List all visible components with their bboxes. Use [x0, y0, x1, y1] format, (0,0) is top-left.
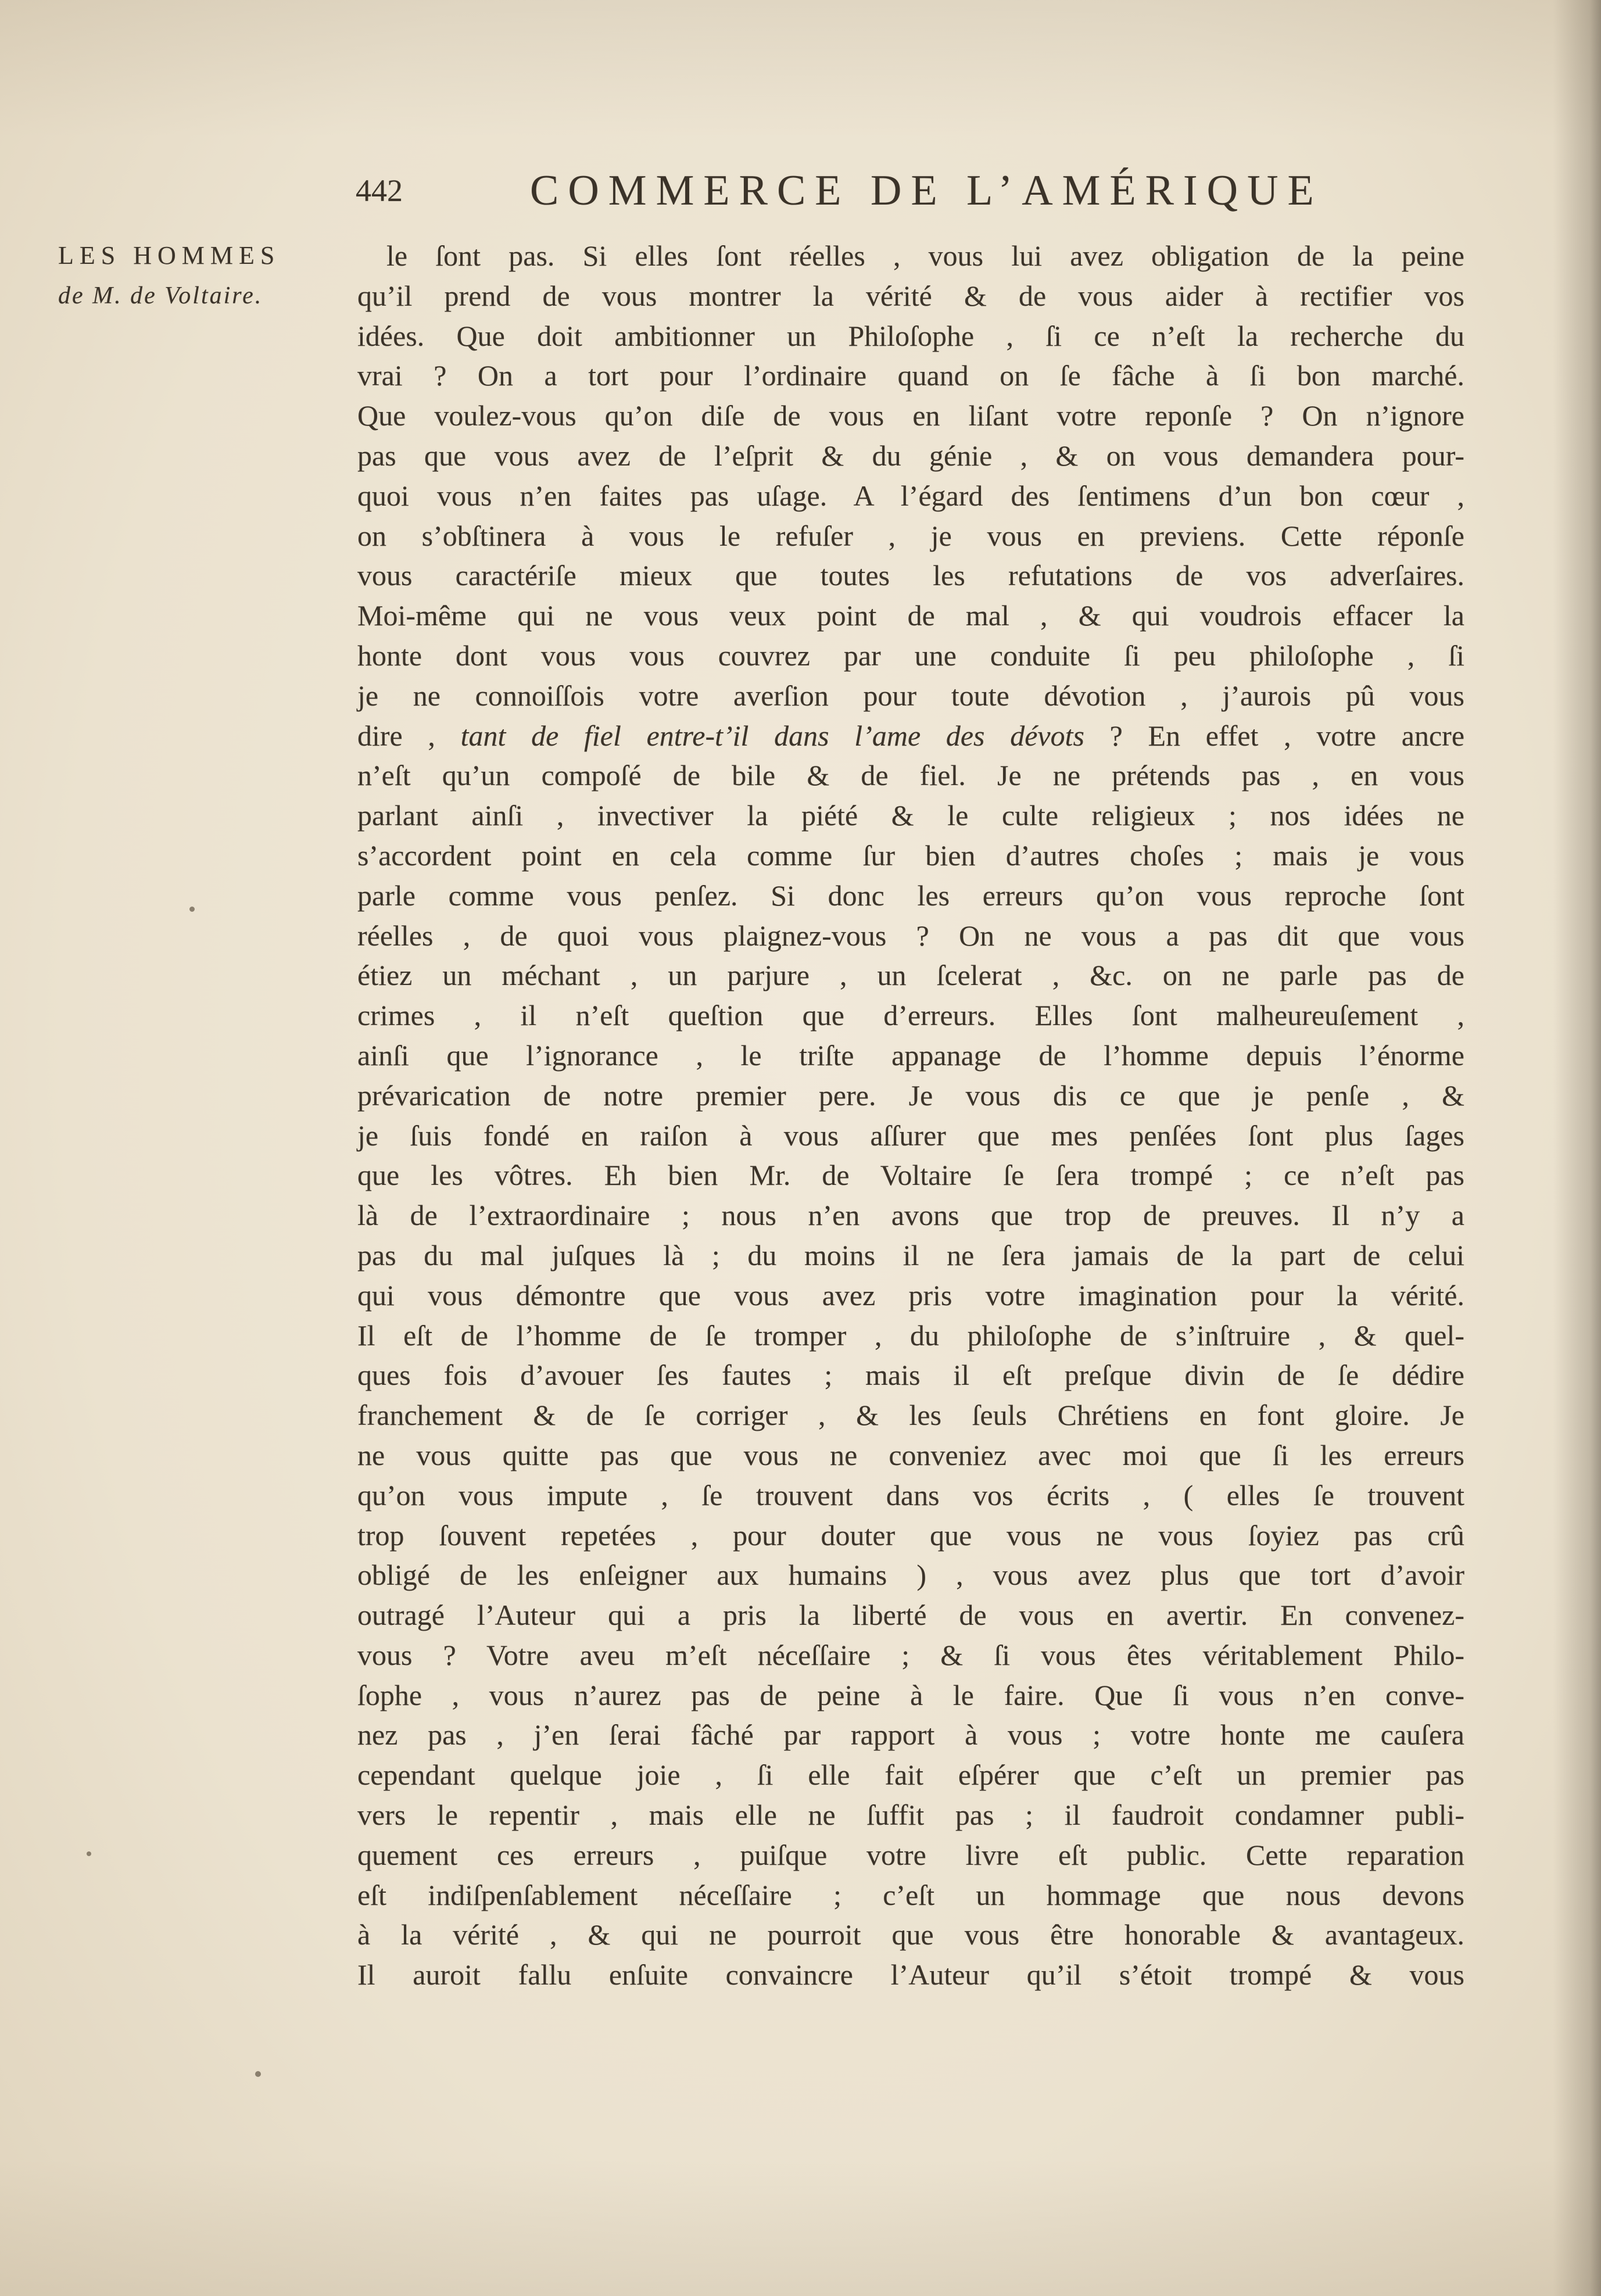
text-line: ne vous quitte pas que vous ne conveniez avec moi que ſi les erreurs — [357, 1438, 1464, 1471]
running-head: COMMERCE DE L’AMÉRIQUE — [530, 167, 1323, 214]
text-line: qu’il prend de vous montrer la vérité & de vous aider à rectifier vos — [357, 279, 1464, 312]
text-line: à la vérité , & qui ne pourroit que vous être honorable & avantageux. — [357, 1918, 1464, 1951]
margin-note-title: LES HOMMES — [58, 241, 281, 270]
text-line: là de l’extraordinaire ; nous n’en avons que trop de preuves. Il n’y a — [357, 1199, 1464, 1232]
ink-speck — [255, 2071, 261, 2077]
text-line: franchement & de ſe corriger , & les ſeuls Chrétiens en font gloire. Je — [357, 1399, 1464, 1432]
text-line: n’eſt qu’un compoſé de bile & de fiel. Je ne prétends pas , en vous — [357, 759, 1464, 792]
text-line: s’accordent point en cela comme ſur bien d’autres choſes ; mais je vous — [357, 839, 1464, 872]
text-line: quement ces erreurs , puiſque votre livre eſt public. Cette reparation — [357, 1838, 1464, 1871]
text-line: cependant quelque joie , ſi elle fait eſpérer que c’eſt un premier pas — [357, 1758, 1464, 1792]
text-line — [357, 716, 1464, 756]
text-segment: ? En effet , votre ancre — [1084, 719, 1465, 752]
text-line: vous ? Votre aveu m’eſt néceſſaire ; & ſi vous êtes véritablement Philo- — [357, 1638, 1464, 1671]
text-line: étiez un méchant , un parjure , un ſcelerat , &c. on ne parle pas de — [357, 959, 1464, 992]
text-line: Moi-même qui ne vous veux point de mal , & qui voudrois effacer la — [357, 599, 1464, 632]
text-line: eſt indiſpenſablement néceſſaire ; c’eſt un hommage que nous devons — [357, 1878, 1464, 1911]
text-line: obligé de les enſeigner aux humains ) , vous avez plus que tort d’avoir — [357, 1559, 1464, 1592]
ink-speck — [189, 907, 195, 912]
text-line: que les vôtres. Eh bien Mr. de Voltaire ſe ſera trompé ; ce n’eſt pas — [357, 1159, 1464, 1192]
text-line: trop ſouvent repetées , pour douter que vous ne vous ſoyiez pas crû — [357, 1518, 1464, 1552]
text-line: Il eſt de l’homme de ſe tromper , du philoſophe de s’inſtruire , & quel- — [357, 1319, 1464, 1352]
text-line: Que voulez-vous qu’on diſe de vous en liſant votre reponſe ? On n’ignore — [357, 399, 1464, 432]
text-line: pas du mal juſques là ; du moins il ne ſera jamais de la part de celui — [357, 1238, 1464, 1271]
margin-note-subtitle: de M. de Voltaire. — [58, 282, 263, 309]
text-line: idées. Que doit ambitionner un Philoſophe , ſi ce n’eſt la recherche du — [357, 319, 1464, 352]
text-line: honte dont vous vous couvrez par une conduite ſi peu philoſophe , ſi — [357, 639, 1464, 672]
text-line: parle comme vous penſez. Si donc les erreurs qu’on vous reproche ſont — [357, 879, 1464, 912]
text-line: ſophe , vous n’aurez pas de peine à le faire. Que ſi vous n’en conve- — [357, 1678, 1464, 1711]
page-number: 442 — [356, 173, 403, 208]
text-line: Il auroit fallu enſuite convaincre l’Auteur qu’il s’étoit trompé & vous — [357, 1958, 1464, 1991]
text-line: le ſont pas. Si elles ſont réelles , vous lui avez obligation de la peine — [386, 239, 1464, 272]
text-line: réelles , de quoi vous plaignez-vous ? On ne vous a pas dit que vous — [357, 919, 1464, 952]
ink-speck — [87, 1851, 91, 1856]
text-line: prévarication de notre premier pere. Je vous dis ce que je penſe , & — [357, 1079, 1464, 1112]
body-text — [357, 236, 1464, 1995]
text-line: ainſi que l’ignorance , le triſte appanage de l’homme depuis l’énorme — [357, 1038, 1464, 1072]
text-line: qu’on vous impute , ſe trouvent dans vos écrits , ( elles ſe trouvent — [357, 1478, 1464, 1511]
text-line: vous caractériſe mieux que toutes les refutations de vos adverſaires. — [357, 559, 1464, 592]
text-line: qui vous démontre que vous avez pris votre imagination pour la vérité. — [357, 1278, 1464, 1312]
text-line: outragé l’Auteur qui a pris la liberté de vous en avertir. En convenez- — [357, 1599, 1464, 1632]
text-line: vers le repentir , mais elle ne ſuffit pas ; il faudroit condamner publi- — [357, 1799, 1464, 1832]
text-line: je ſuis fondé en raiſon à vous aſſurer que mes penſées ſont plus ſages — [357, 1119, 1464, 1152]
italic-quotation: tant de fiel entre-t’il dans l’ame des dévots — [460, 719, 1084, 752]
text-line: pas que vous avez de l’eſprit & du génie , & on vous demandera pour- — [357, 439, 1464, 472]
text-line: on s’obſtinera à vous le refuſer , je vous en previens. Cette réponſe — [357, 519, 1464, 552]
text-line: ques fois d’avouer ſes fautes ; mais il eſt preſque divin de ſe dédire — [357, 1359, 1464, 1392]
text-line: parlant ainſi , invectiver la piété & le culte religieux ; nos idées ne — [357, 799, 1464, 832]
text-line: nez pas , j’en ſerai fâché par rapport à vous ; votre honte me cauſera — [357, 1718, 1464, 1751]
text-segment: dire , — [357, 719, 461, 752]
text-line: crimes , il n’eſt queſtion que d’erreurs. Elles ſont malheureuſement , — [357, 999, 1464, 1032]
text-line: vrai ? On a tort pour l’ordinaire quand on ſe fâche à ſi bon marché. — [357, 359, 1464, 392]
text-line: quoi vous n’en faites pas uſage. A l’égard des ſentimens d’un bon cœur , — [357, 479, 1464, 512]
text-line: je ne connoiſſois votre averſion pour toute dévotion , j’aurois pû vous — [357, 679, 1464, 712]
